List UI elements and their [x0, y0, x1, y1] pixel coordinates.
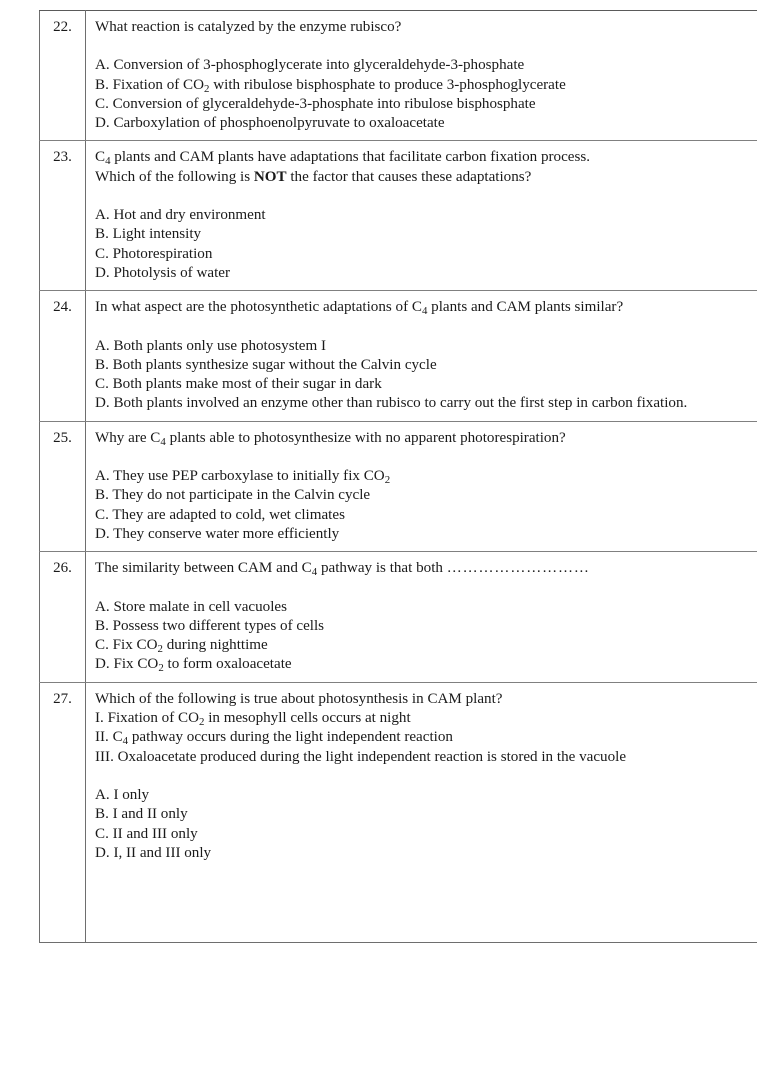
option-c[interactable]: C. Conversion of glyceraldehyde-3-phosphate into ribulose bisphosphate	[95, 95, 536, 112]
stem-line: Which of the following is true about photosynthesis in CAM plant?	[95, 690, 503, 707]
spacer	[95, 579, 751, 598]
option-a[interactable]: A. Conversion of 3-phosphoglycerate into glyceraldehyde-3-phosphate	[95, 57, 525, 74]
question-number: 24.	[40, 291, 86, 421]
spacer	[95, 863, 751, 935]
option-list	[95, 337, 751, 414]
questions-table	[39, 10, 757, 943]
option-d[interactable]: D. Carboxylation of phosphoenolpyruvate to oxaloacetate	[95, 115, 445, 132]
option-d[interactable]: D. Photolysis of water	[95, 264, 230, 281]
emphasis-not: NOT	[253, 168, 287, 185]
option-a[interactable]: A. Store malate in cell vacuoles	[95, 598, 287, 615]
question-stem	[95, 148, 751, 187]
subscript: 4	[105, 155, 111, 168]
option-d[interactable]: D. Fix $CO_2$ to form oxaloacetate	[95, 656, 292, 675]
option-list	[95, 56, 751, 133]
question-number: 26.	[40, 552, 86, 682]
stem-statement-i: I. Fixation of $CO_2$ in mesophyll cells occurs at night	[95, 710, 411, 729]
question-number: 27.	[40, 682, 86, 942]
subscript: 2	[384, 474, 391, 487]
option-list	[95, 598, 751, 675]
subscript: 2	[204, 82, 210, 95]
option-a[interactable]: A. Hot and dry environment	[95, 207, 266, 224]
question-body	[86, 141, 757, 291]
option-d[interactable]: D. They conserve water more efficiently	[95, 525, 340, 542]
question-body	[86, 421, 757, 551]
option-b[interactable]: B. I and II only	[95, 806, 188, 823]
question-stem	[95, 690, 751, 767]
spacer	[95, 767, 751, 786]
table-row	[40, 141, 757, 291]
stem-line: In what aspect are the photosynthetic adaptations of $C_4$ plants and CAM plants similar?	[95, 299, 624, 318]
subscript: 4	[160, 435, 166, 448]
table-row	[40, 11, 757, 141]
table-row	[40, 682, 757, 942]
option-d[interactable]: D. Both plants involved an enzyme other than rubisco to carry out the first step in carbon fixation.	[95, 395, 688, 412]
spacer	[95, 318, 751, 337]
stem-statement-ii: II. $C_4$ pathway occurs during the light independent reaction	[95, 729, 453, 748]
question-body	[86, 291, 757, 421]
option-a[interactable]: A. They use PEP carboxylase to initially fix $CO_2$	[95, 468, 391, 487]
option-list	[95, 206, 751, 283]
option-b[interactable]: B. Light intensity	[95, 226, 202, 243]
option-c[interactable]: C. They are adapted to cold, wet climates	[95, 506, 345, 523]
question-number: 25.	[40, 421, 86, 551]
option-a[interactable]: A. Both plants only use photosystem I	[95, 337, 327, 354]
question-stem	[95, 429, 751, 448]
stem-line: Why are $C_4$ plants able to photosynthesize with no apparent photorespiration?	[95, 429, 566, 448]
option-d[interactable]: D. I, II and III only	[95, 844, 212, 861]
subscript: 4	[421, 305, 428, 318]
option-c[interactable]: C. Both plants make most of their sugar in dark	[95, 376, 382, 393]
spacer	[95, 448, 751, 467]
option-c[interactable]: C. II and III only	[95, 825, 198, 842]
question-stem	[95, 559, 751, 578]
stem-line: The similarity between CAM and $C_4$ pathway is that both ………………………	[95, 560, 590, 579]
option-c[interactable]: C. Fix $CO_2$ during nighttime	[95, 637, 268, 656]
table-row	[40, 421, 757, 551]
table-row	[40, 291, 757, 421]
question-number: 22.	[40, 11, 86, 141]
subscript: 4	[311, 566, 318, 579]
option-list	[95, 467, 751, 544]
stem-line: $C_4$ plants and CAM plants have adaptations that facilitate carbon fixation process.	[95, 149, 591, 168]
question-stem	[95, 298, 751, 317]
subscript: 4	[122, 735, 129, 748]
subscript: 2	[157, 643, 163, 656]
option-b[interactable]: B. Both plants synthesize sugar without the Calvin cycle	[95, 356, 437, 373]
stem-statement-iii: III. Oxaloacetate produced during the light independent reaction is stored in the vacuole	[95, 748, 627, 765]
option-a[interactable]: A. I only	[95, 786, 150, 803]
spacer	[95, 187, 751, 206]
subscript: 2	[198, 716, 205, 729]
table-row	[40, 552, 757, 682]
option-b[interactable]: B. Fixation of $CO_2$ with ribulose bisphosphate to produce 3-phosphoglycerate	[95, 76, 566, 95]
option-b[interactable]: B. They do not participate in the Calvin cycle	[95, 487, 371, 504]
question-body	[86, 11, 757, 141]
questions-table-body	[40, 11, 757, 943]
option-b[interactable]: B. Possess two different types of cells	[95, 617, 325, 634]
option-list	[95, 786, 751, 863]
option-c[interactable]: C. Photorespiration	[95, 245, 213, 262]
question-number: 23.	[40, 141, 86, 291]
spacer	[95, 37, 751, 56]
stem-line: What reaction is catalyzed by the enzyme rubisco?	[95, 19, 402, 35]
stem-line: Which of the following is NOT the factor that causes these adaptations?	[95, 168, 532, 185]
question-body	[86, 552, 757, 682]
question-body	[86, 682, 757, 942]
blank-dots: ………………………	[446, 560, 590, 577]
subscript: 2	[158, 662, 164, 675]
question-stem	[95, 18, 751, 37]
clipped-header-text	[44, 0, 750, 5]
